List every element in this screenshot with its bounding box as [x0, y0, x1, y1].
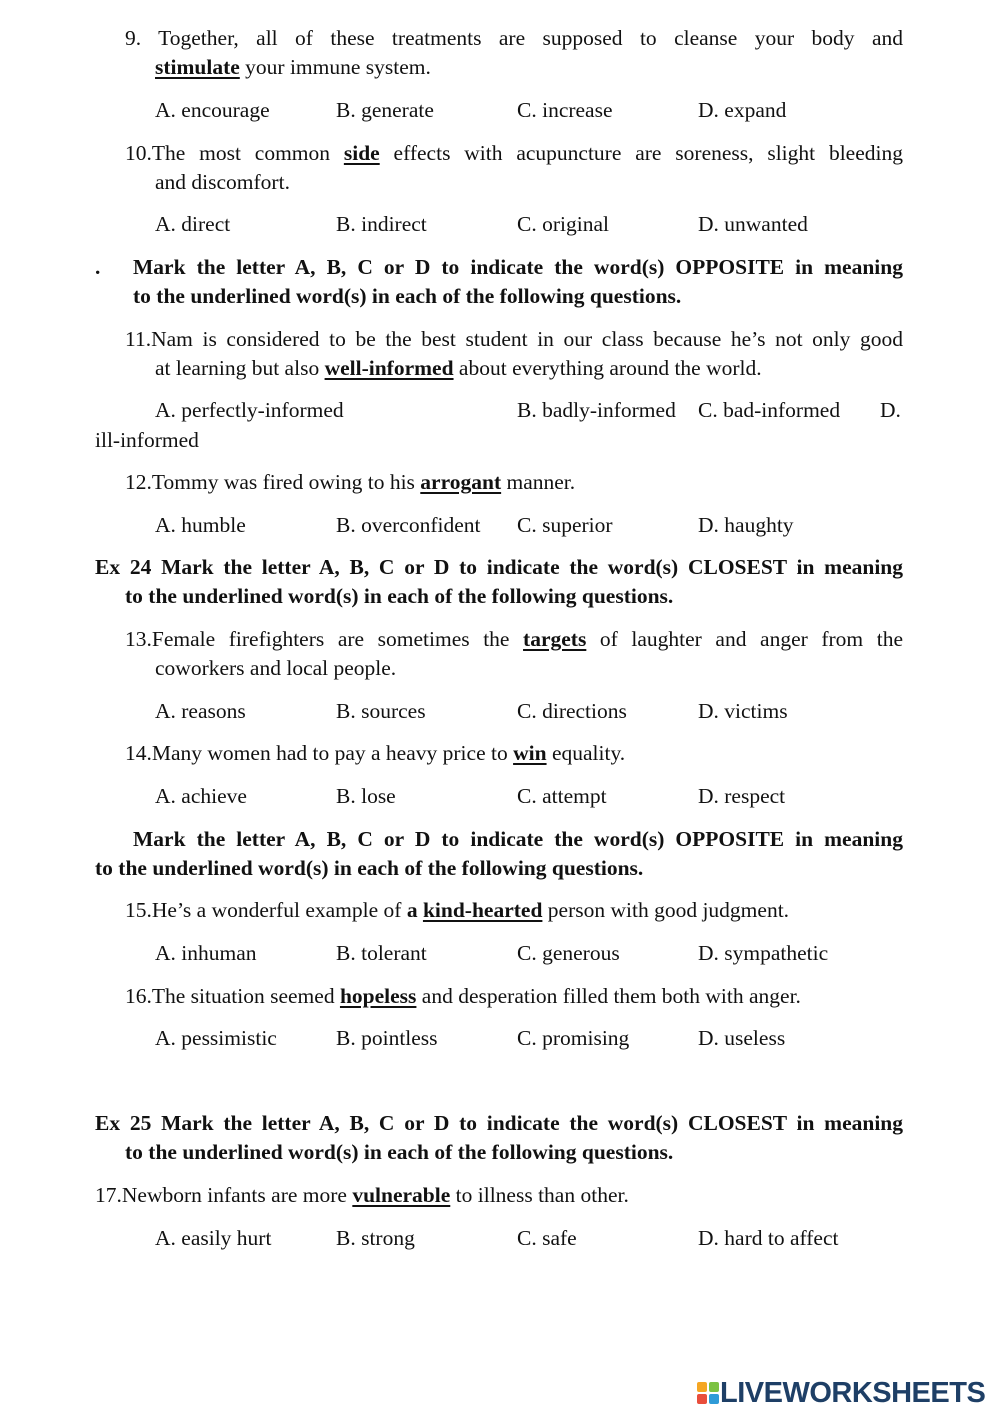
q9-option-d[interactable]: D. expand	[698, 98, 787, 122]
liveworksheets-watermark	[696, 1376, 985, 1410]
ex24-heading-line-1: Ex 24 Mark the letter A, B, C or D to indicate the word(s) CLOSEST in meaning	[95, 555, 903, 579]
q17-option-a[interactable]: A. easily hurt	[155, 1226, 272, 1250]
q11-option-d-text[interactable]: ill-informed	[95, 428, 199, 452]
q15-underlined-word: kind-hearted	[422, 898, 543, 922]
q9-option-a[interactable]: A. encourage	[155, 98, 270, 122]
q15-option-c[interactable]: C. generous	[517, 941, 620, 965]
q16-option-a[interactable]: A. pessimistic	[155, 1026, 277, 1050]
q14-option-c[interactable]: C. attempt	[517, 784, 607, 808]
q11-line-2: at learning but also well-informed about everything around the world.	[155, 356, 762, 380]
q10-option-c[interactable]: C. original	[517, 212, 609, 236]
q12-underlined-word: arrogant	[420, 470, 502, 494]
q10-option-d[interactable]: D. unwanted	[698, 212, 808, 236]
q10-underlined-word: side	[343, 141, 380, 165]
q9-line-2: stimulate your immune system.	[155, 55, 431, 79]
instruction-opposite-2-line-1: Mark the letter A, B, C or D to indicate the word(s) OPPOSITE in meaning	[133, 827, 903, 851]
ex25-heading-line-2: to the underlined word(s) in each of the following questions.	[125, 1140, 674, 1164]
q9-option-c[interactable]: C. increase	[517, 98, 613, 122]
q14-underlined-word: win	[513, 741, 547, 765]
q9-line-1: 9. Together, all of these treatments are supposed to cleanse your body and	[125, 26, 903, 50]
q17-option-b[interactable]: B. strong	[336, 1226, 415, 1250]
q14-option-b[interactable]: B. lose	[336, 784, 396, 808]
q10-line-2: and discomfort.	[155, 170, 290, 194]
ex24-heading-line-2: to the underlined word(s) in each of the following questions.	[125, 584, 674, 608]
q14-option-d[interactable]: D. respect	[698, 784, 786, 808]
q11-option-b[interactable]: B. badly-informed	[517, 398, 676, 422]
q11-option-a[interactable]: A. perfectly-informed	[155, 398, 344, 422]
q11-line-1: 11.Nam is considered to be the best student in our class because he’s not only good	[125, 327, 903, 351]
ex25-heading-line-1: Ex 25 Mark the letter A, B, C or D to indicate the word(s) CLOSEST in meaning	[95, 1111, 903, 1135]
q12-line-1: 12.Tommy was fired owing to his arrogant manner.	[125, 470, 576, 494]
q14-line-1: 14.Many women had to pay a heavy price to win equality.	[125, 741, 626, 765]
q10-option-a[interactable]: A. direct	[155, 212, 231, 236]
q16-option-d[interactable]: D. useless	[698, 1026, 786, 1050]
q9-underlined-word: stimulate	[155, 55, 240, 79]
q9-option-b[interactable]: B. generate	[336, 98, 434, 122]
q16-option-c[interactable]: C. promising	[517, 1026, 630, 1050]
q16-underlined-word: hopeless	[339, 984, 417, 1008]
q10-option-b[interactable]: B. indirect	[336, 212, 427, 236]
instruction-opposite-1-line-1: Mark the letter A, B, C or D to indicate the word(s) OPPOSITE in meaning	[133, 255, 903, 279]
q16-option-b[interactable]: B. pointless	[336, 1026, 438, 1050]
q17-option-c[interactable]: C. safe	[517, 1226, 577, 1250]
q13-line-1: 13.Female firefighters are sometimes the targets of laughter and anger from the	[125, 627, 903, 651]
q16-line-1: 16.The situation seemed hopeless and desperation filled them both with anger.	[125, 984, 801, 1008]
q11-option-d-label[interactable]: D.	[880, 398, 901, 422]
q10-line-1: 10.The most common side effects with acupuncture are soreness, slight bleeding	[125, 141, 903, 165]
q11-underlined-word: well-informed	[324, 356, 454, 380]
q12-option-c[interactable]: C. superior	[517, 513, 613, 537]
q13-option-b[interactable]: B. sources	[336, 699, 426, 723]
instruction-bullet: .	[95, 255, 101, 279]
instruction-opposite-2-line-2: to the underlined word(s) in each of the following questions.	[95, 856, 644, 880]
q17-line-1: 17.Newborn infants are more vulnerable to illness than other.	[95, 1183, 629, 1207]
q17-option-d[interactable]: D. hard to affect	[698, 1226, 839, 1250]
q13-option-d[interactable]: D. victims	[698, 699, 788, 723]
q12-option-d[interactable]: D. haughty	[698, 513, 794, 537]
instruction-opposite-1-line-2: to the underlined word(s) in each of the following questions.	[133, 284, 682, 308]
q15-line-1: 15.He’s a wonderful example of a kind-hearted person with good judgment.	[125, 898, 790, 922]
q11-option-c[interactable]: C. bad-informed	[698, 398, 841, 422]
q15-option-a[interactable]: A. inhuman	[155, 941, 257, 965]
q12-option-b[interactable]: B. overconfident	[336, 513, 481, 537]
q17-underlined-word: vulnerable	[352, 1183, 451, 1207]
q13-underlined-word: targets	[523, 627, 587, 651]
q15-option-b[interactable]: B. tolerant	[336, 941, 427, 965]
watermark-text: LIVEWORKSHEETS	[720, 1377, 986, 1409]
q15-option-d[interactable]: D. sympathetic	[698, 941, 829, 965]
q12-option-a[interactable]: A. humble	[155, 513, 246, 537]
liveworksheets-logo-icon	[696, 1380, 720, 1406]
q13-line-2: coworkers and local people.	[155, 656, 397, 680]
q13-option-a[interactable]: A. reasons	[155, 699, 246, 723]
q13-option-c[interactable]: C. directions	[517, 699, 627, 723]
q14-option-a[interactable]: A. achieve	[155, 784, 247, 808]
